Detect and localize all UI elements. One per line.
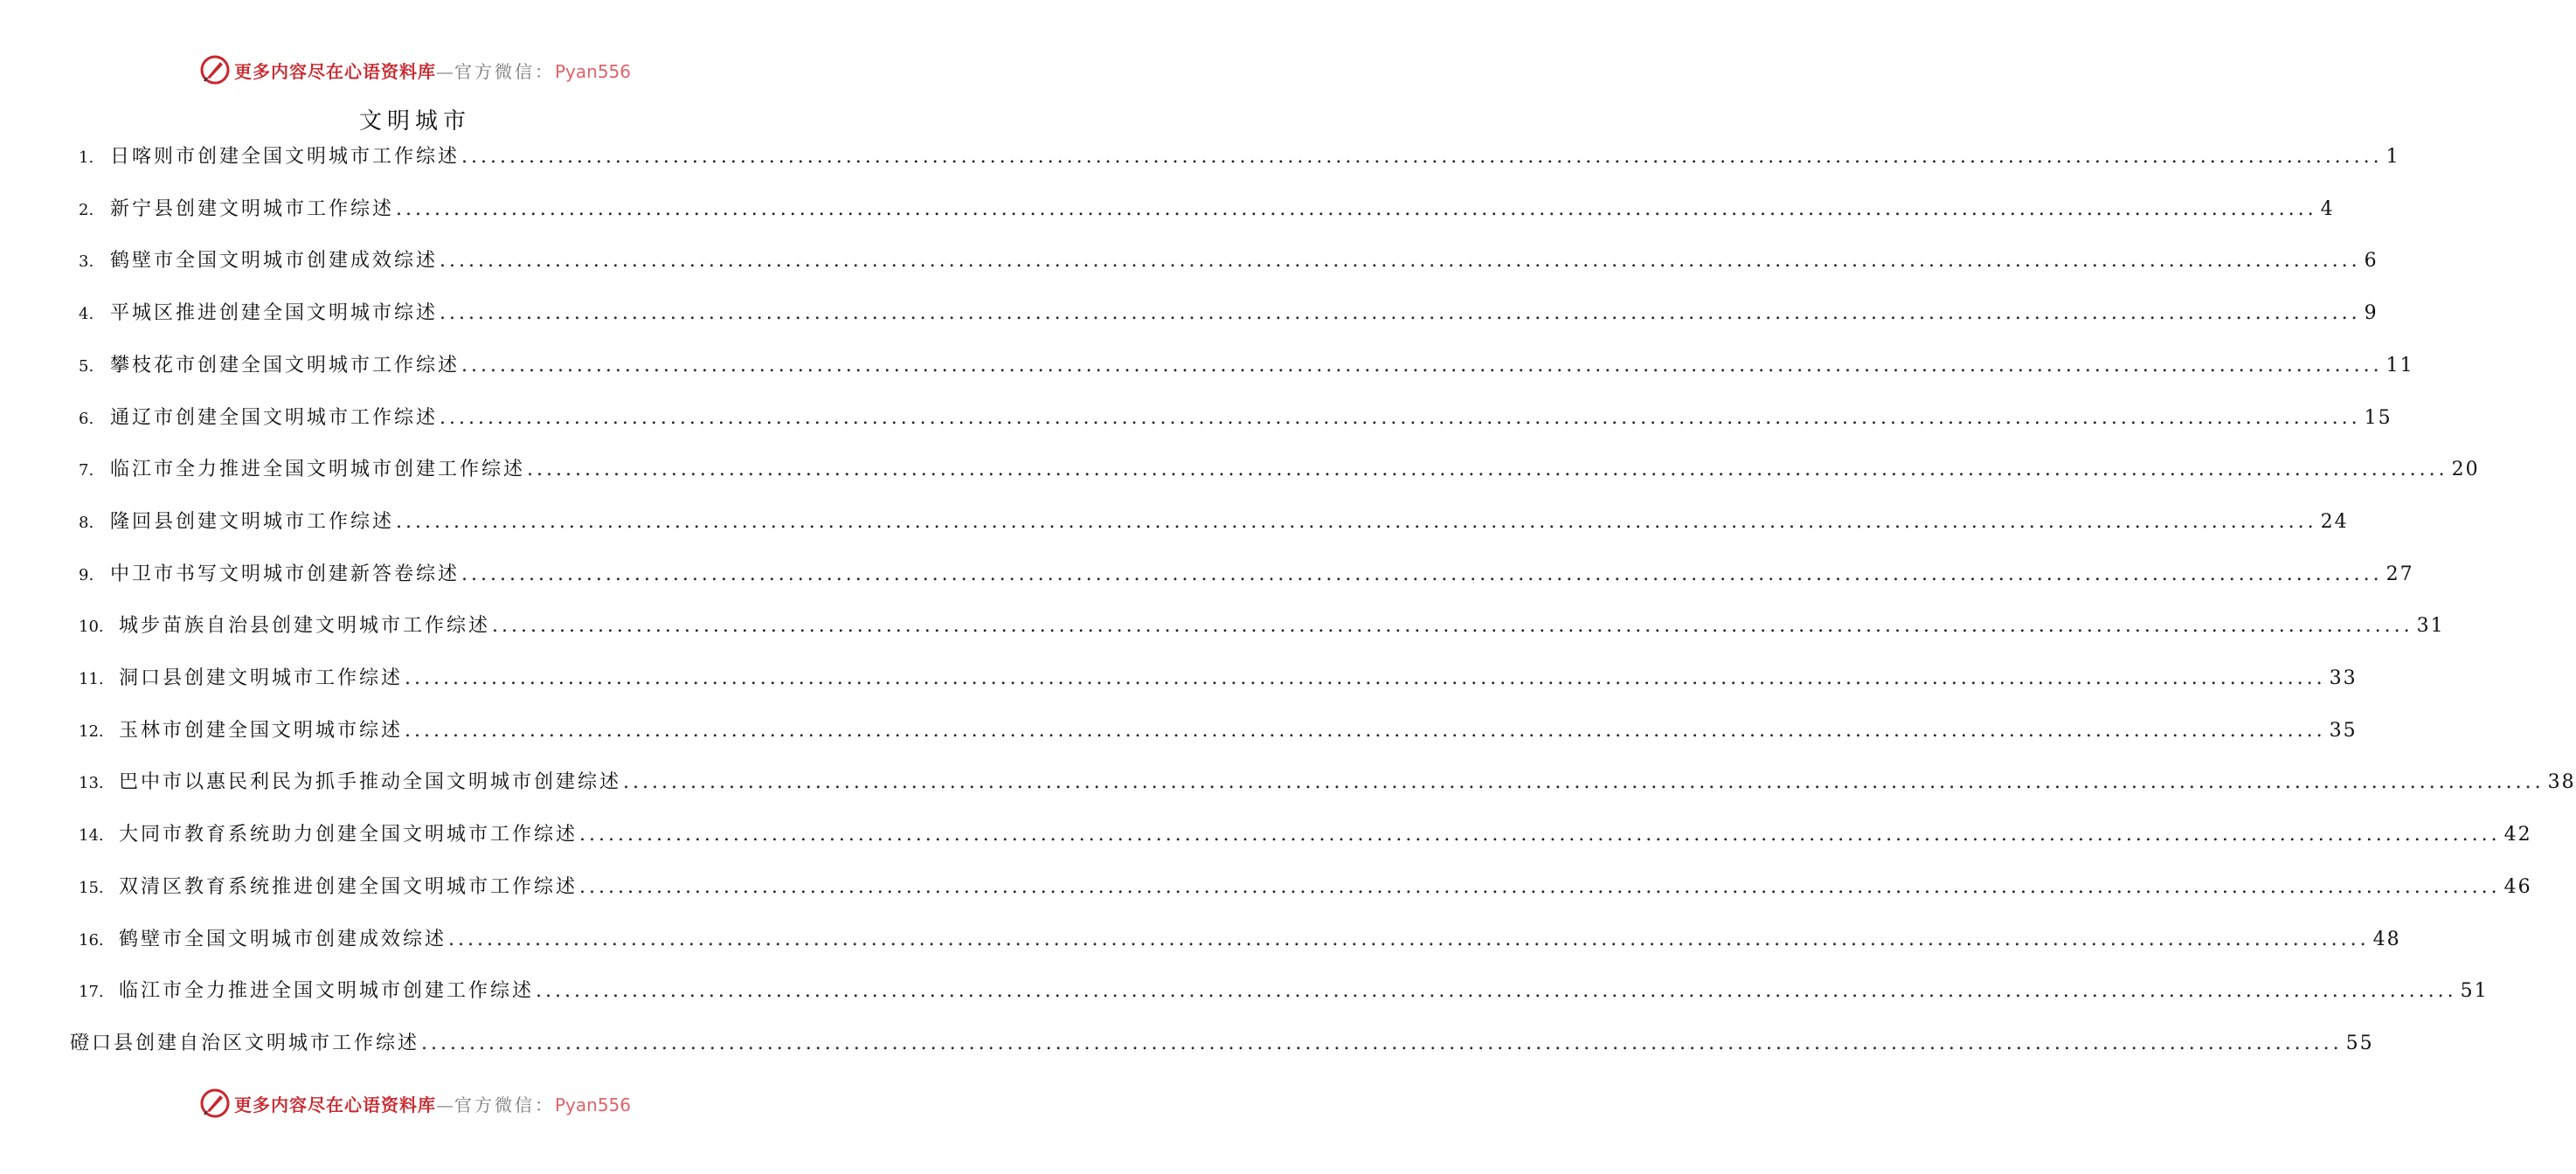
banner-dash: —: [435, 60, 454, 82]
toc-leader-dots: ........................................................................................................................................................................................................: [579, 824, 2501, 846]
toc-entry-page: 20: [2451, 459, 2480, 481]
banner-sub: 官方微信：: [454, 1094, 555, 1115]
toc-entry-page: 15: [2364, 406, 2392, 429]
toc-entry-page: 38: [2547, 771, 2576, 794]
toc-entry[interactable]: [79, 507, 2349, 542]
toc-entry-number: 5.: [79, 356, 94, 376]
toc-leader-dots: ........................................................................................................................................................................................................: [461, 354, 2383, 376]
toc-entry-number: 9.: [79, 565, 94, 584]
toc-entry-number: 1.: [79, 148, 94, 167]
header-banner: [0, 54, 830, 86]
toc-leader-dots: ........................................................................................................................................................................................................: [536, 980, 2457, 1003]
toc-entry-page: 9: [2364, 302, 2379, 325]
toc-entry-page: 1: [2386, 146, 2400, 168]
toc-entry-number: 3.: [79, 252, 94, 272]
toc-leader-dots: ........................................................................................................................................................................................................: [527, 459, 2448, 481]
toc-entry-page: 6: [2364, 250, 2379, 273]
toc-entry[interactable]: [79, 924, 2401, 959]
toc-entry[interactable]: [79, 350, 2414, 385]
quill-logo-icon: [199, 54, 231, 86]
banner-text: [234, 58, 631, 83]
toc-entry-title: 攀枝花市创建全国文明城市工作综述: [110, 354, 460, 376]
toc-entry-title: 玉林市创建全国文明城市综述: [119, 719, 404, 742]
toc-leader-dots: ........................................................................................................................................................................................................: [396, 510, 2317, 533]
toc-entry-page: 51: [2460, 980, 2489, 1003]
toc-leader-dots: ........................................................................................................................................................................................................: [579, 875, 2501, 898]
toc-entry-number: 13.: [79, 774, 104, 793]
toc-entry-number: 16.: [79, 930, 104, 950]
toc-leader-dots: ........................................................................................................................................................................................................: [461, 146, 2383, 168]
toc-entry-page: 55: [2345, 1032, 2374, 1054]
toc-entry-page: 11: [2386, 354, 2414, 376]
toc-entry-title: 鹤壁市全国文明城市创建成效综述: [119, 928, 447, 950]
toc-entry-page: 27: [2386, 563, 2414, 585]
toc-entry-page: 46: [2503, 875, 2532, 898]
banner-wechat-id: Pyan556: [554, 1094, 631, 1115]
toc-entry-title: 鹤壁市全国文明城市创建成效综述: [110, 250, 439, 273]
toc-entry[interactable]: [79, 194, 2335, 229]
toc-entry-number: 10.: [79, 618, 104, 637]
toc-entry[interactable]: [79, 872, 2532, 907]
toc-leader-dots: ........................................................................................................................................................................................................: [405, 667, 2326, 689]
toc-entry-page: 48: [2372, 928, 2401, 950]
toc-entry-page: 35: [2329, 719, 2358, 742]
toc-entry-title: 洞口县创建文明城市工作综述: [119, 667, 404, 689]
toc-entry-number: 15.: [79, 878, 104, 897]
page-title: 文明城市: [358, 108, 471, 135]
toc-leader-dots: ........................................................................................................................................................................................................: [461, 563, 2383, 585]
toc-entry-title: 磴口县创建自治区文明城市工作综述: [70, 1032, 420, 1054]
banner-sub: 官方微信：: [454, 60, 555, 82]
banner-main: 更多内容尽在心语资料库: [233, 60, 436, 82]
toc-entry-page: 31: [2416, 615, 2445, 638]
toc-entry-number: 4.: [79, 305, 94, 324]
toc-entry-title: 中卫市书写文明城市创建新答卷综述: [110, 563, 460, 585]
toc-leader-dots: ........................................................................................................................................................................................................: [405, 719, 2326, 742]
toc-entry-title: 临江市全力推进全国文明城市创建工作综述: [110, 459, 526, 481]
toc-entry-title: 临江市全力推进全国文明城市创建工作综述: [119, 980, 535, 1003]
toc-entry-title: 城步苗族自治县创建文明城市工作综述: [119, 615, 491, 638]
toc-entry[interactable]: [79, 559, 2414, 594]
toc-entry[interactable]: [79, 142, 2400, 176]
toc-entry-title: 平城区推进创建全国文明城市综述: [110, 302, 439, 325]
toc-entry[interactable]: [79, 611, 2445, 646]
toc-leader-dots: ........................................................................................................................................................................................................: [623, 771, 2545, 794]
banner-dash: —: [435, 1094, 454, 1115]
toc-entry-number: 12.: [79, 722, 104, 741]
quill-logo-icon: [199, 1088, 231, 1119]
toc-entry-number: 8.: [79, 513, 94, 532]
footer-banner: [0, 1088, 830, 1119]
toc-entry-page: 24: [2320, 510, 2349, 533]
toc-entry-page: 42: [2503, 824, 2532, 846]
toc-entry-page: 33: [2329, 667, 2358, 689]
toc-entry-number: 2.: [79, 200, 94, 219]
toc-entry-page: 4: [2320, 197, 2335, 220]
toc-entry[interactable]: [79, 454, 2480, 489]
toc-entry-title: 新宁县创建文明城市工作综述: [110, 197, 395, 220]
toc-entry-title: 隆回县创建文明城市工作综述: [110, 510, 395, 533]
toc-entry-number: 6.: [79, 409, 94, 428]
banner-main: 更多内容尽在心语资料库: [233, 1094, 436, 1115]
toc-entry[interactable]: [70, 1028, 2374, 1063]
toc-entry-title: 双清区教育系统推进创建全国文明城市工作综述: [119, 875, 578, 898]
toc-entry[interactable]: [79, 298, 2379, 333]
toc-leader-dots: ........................................................................................................................................................................................................: [421, 1032, 2343, 1054]
toc-entry[interactable]: [79, 767, 2576, 802]
toc-leader-dots: ........................................................................................................................................................................................................: [448, 928, 2370, 950]
toc-entry-number: 14.: [79, 826, 104, 846]
toc-entry-title: 大同市教育系统助力创建全国文明城市工作综述: [119, 824, 578, 846]
banner-text: [234, 1091, 631, 1116]
toc-leader-dots: ........................................................................................................................................................................................................: [396, 197, 2317, 220]
toc-entry[interactable]: [79, 819, 2532, 854]
toc-entry-number: 7.: [79, 461, 94, 480]
toc-entry[interactable]: [79, 715, 2358, 750]
toc-entry[interactable]: [79, 403, 2392, 438]
banner-wechat-id: Pyan556: [554, 60, 631, 82]
toc-entry-number: 17.: [79, 983, 104, 1002]
toc-leader-dots: ........................................................................................................................................................................................................: [492, 615, 2413, 638]
toc-leader-dots: ........................................................................................................................................................................................................: [440, 250, 2361, 273]
toc-entry-title: 日喀则市创建全国文明城市工作综述: [110, 146, 460, 168]
toc-entry-title: 通辽市创建全国文明城市工作综述: [110, 406, 439, 429]
toc-entry-number: 11.: [79, 670, 104, 688]
toc-entry-title: 巴中市以惠民利民为抓手推动全国文明城市创建综述: [119, 771, 622, 794]
toc-leader-dots: ........................................................................................................................................................................................................: [440, 302, 2361, 325]
toc-entry[interactable]: [79, 663, 2358, 698]
toc-entry[interactable]: [79, 976, 2489, 1011]
toc-entry[interactable]: [79, 245, 2379, 280]
toc-leader-dots: ........................................................................................................................................................................................................: [440, 406, 2361, 429]
